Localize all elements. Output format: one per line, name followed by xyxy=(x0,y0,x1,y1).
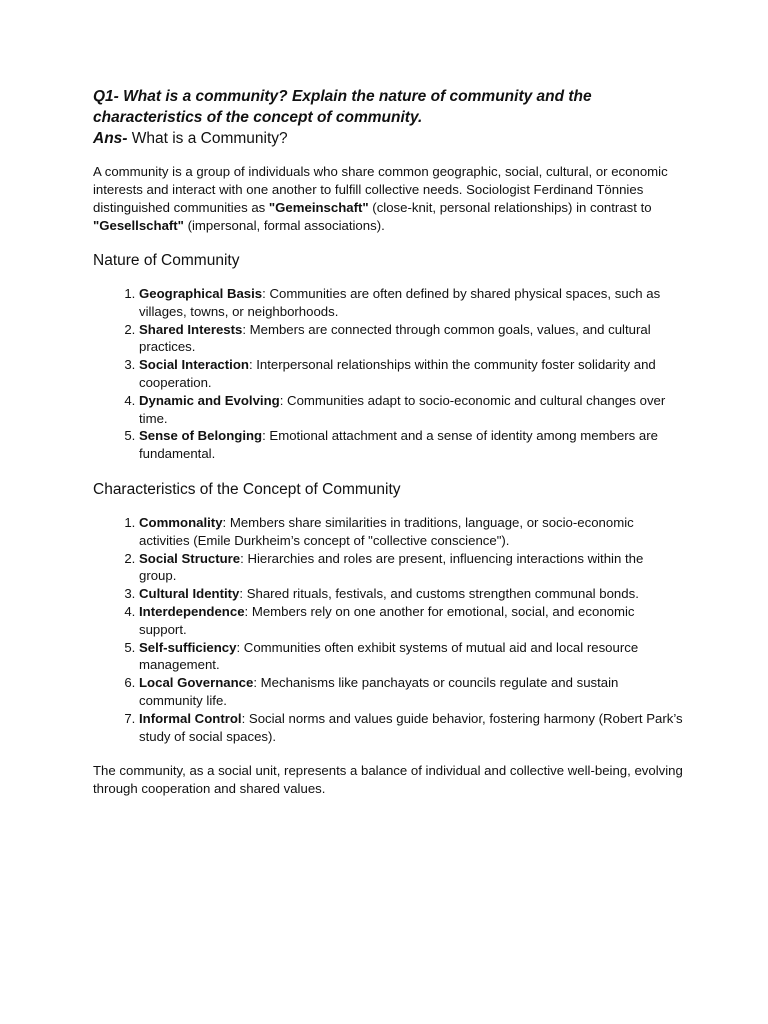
item-term: Informal Control xyxy=(139,710,242,726)
item-term: Dynamic and Evolving xyxy=(139,392,280,408)
item-text: : Shared rituals, festivals, and customs strengthen communal bonds. xyxy=(239,586,639,602)
list-item xyxy=(139,392,683,428)
conclusion-paragraph: The community, as a social unit, represents a balance of individual and collective well-being, evolving through cooperation and shared values. xyxy=(93,763,683,797)
item-text: : Members are connected through common goals, values, and cultural practices. xyxy=(139,321,651,355)
item-text: : Hierarchies and roles are present, influencing interactions within the group. xyxy=(139,550,644,584)
item-term: Cultural Identity xyxy=(139,586,240,602)
item-term: Shared Interests xyxy=(139,321,243,337)
list-item xyxy=(139,321,683,357)
nature-list xyxy=(93,285,683,463)
list-item xyxy=(139,285,683,321)
nature-heading: Nature of Community xyxy=(93,252,240,269)
item-term: Sense of Belonging xyxy=(139,428,263,444)
item-term: Social Structure xyxy=(139,550,241,566)
list-item xyxy=(139,514,683,550)
intro-term-gemeinschaft: "Gemeinschaft" xyxy=(268,200,369,215)
document-page xyxy=(93,86,683,814)
item-text: : Mechanisms like panchayats or councils regulate and sustain community life. xyxy=(139,675,619,708)
list-item xyxy=(139,356,683,392)
item-text: : Members rely on one another for emotional, social, and economic support. xyxy=(139,603,635,637)
intro-term-gesellschaft: "Gesellschaft" xyxy=(93,218,184,233)
item-text: : Interpersonal relationships within the community foster solidarity and cooperation. xyxy=(139,357,656,390)
item-term: Geographical Basis xyxy=(139,286,263,301)
list-item xyxy=(139,603,683,639)
list-item xyxy=(139,710,683,746)
item-term: Social Interaction xyxy=(139,357,249,373)
intro-text-1: A community is a group of individuals who share common geographic, social, cultural, or economic interests and interact with one another to fulfill collective needs. Sociologist Ferdinand Tönnies distinguished communities as xyxy=(93,164,668,215)
intro-text-3: (impersonal, formal associations). xyxy=(183,218,385,233)
intro-paragraph xyxy=(93,163,683,235)
list-item xyxy=(139,585,683,603)
item-text: : Emotional attachment and a sense of identity among members are fundamental. xyxy=(139,428,658,462)
answer-heading xyxy=(93,128,683,149)
list-item xyxy=(139,550,683,586)
list-item xyxy=(139,427,683,463)
answer-title: What is a Community? xyxy=(127,130,288,147)
item-text: : Social norms and values guide behavior, fostering harmony (Robert Park’s study of social spaces). xyxy=(139,710,683,744)
answer-prefix: Ans- xyxy=(93,130,128,147)
item-text: : Communities often exhibit systems of mutual aid and local resource management. xyxy=(139,639,639,673)
list-item xyxy=(139,639,683,675)
item-text: : Communities adapt to socio-economic and cultural changes over time. xyxy=(139,392,666,426)
characteristics-heading: Characteristics of the Concept of Community xyxy=(93,480,401,498)
list-item xyxy=(139,674,683,710)
question-heading: Q1- What is a community? Explain the nature of community and the characteristics of the concept of community. xyxy=(93,88,592,126)
item-term: Self-sufficiency xyxy=(139,639,237,655)
item-text: : Communities are often defined by shared physical spaces, such as villages, towns, or neighborhoods. xyxy=(139,286,661,319)
characteristics-list xyxy=(93,514,683,745)
item-term: Local Governance xyxy=(139,675,254,691)
item-term: Commonality xyxy=(139,514,223,530)
item-text: : Members share similarities in traditions, language, or socio-economic activities (Emile Durkheim’s concept of "collective conscience"). xyxy=(139,514,634,548)
intro-text-2: (close-knit, personal relationships) in contrast to xyxy=(368,200,652,215)
item-term: Interdependence xyxy=(139,603,245,619)
